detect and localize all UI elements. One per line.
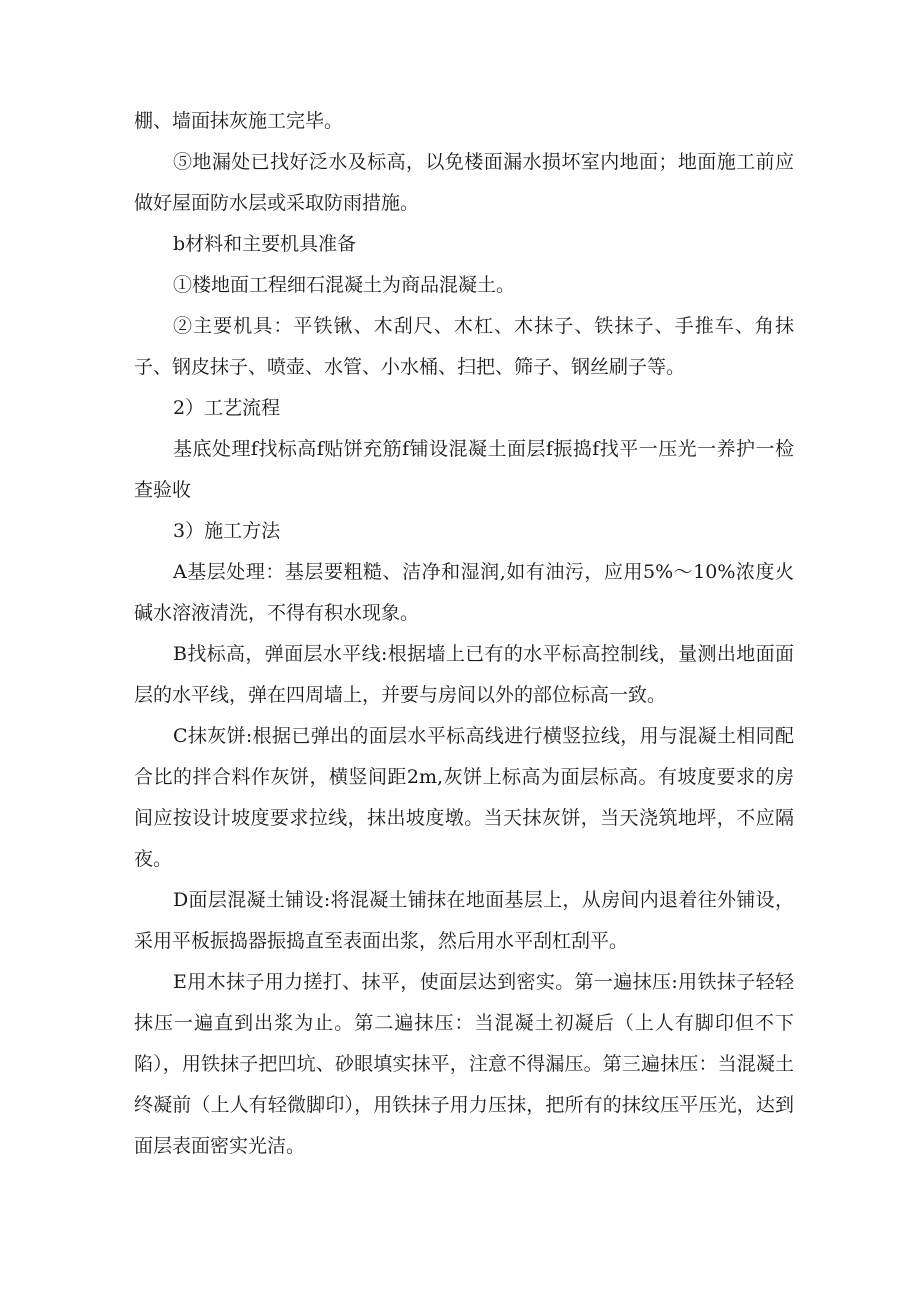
paragraph-3: b材料和主要机具准备 xyxy=(173,233,357,255)
document-body xyxy=(134,101,794,1167)
paragraph-4: ①楼地面工程细石混凝土为商品混凝土。 xyxy=(173,274,516,296)
paragraph-13: E用木抹子用力搓打、抹平，使面层达到密实。第一遍抹压:用铁抹子轻轻抹压一遍直到出浆为止。第二遍抹压：当混凝土初凝后（上人有脚印但不下陷），用铁抹子把凹坑、砂眼填实抹平，注意不得漏压。第三遍抹压：当混凝土终凝前（上人有轻微脚印），用铁抹子用力压抹，把所有的抹纹压平压光，达到面层表面密实光洁。 xyxy=(134,971,794,1157)
paragraph-2: ⑤地漏处已找好泛水及标高，以免楼面漏水损坏室内地面；地面施工前应做好屋面防水层或采取防雨措施。 xyxy=(134,151,794,214)
paragraph-8: 3）施工方法 xyxy=(173,520,281,542)
paragraph-6: 2）工艺流程 xyxy=(173,397,281,419)
paragraph-1: 棚、墙面抹灰施工完毕。 xyxy=(134,110,344,132)
paragraph-9: A基层处理：基层要粗糙、洁净和湿润,如有油污，应用5%～10%浓度火碱水溶液清洗，不得有积水现象。 xyxy=(134,561,794,624)
paragraph-10: B找标高，弹面层水平线:根据墙上已有的水平标高控制线，量测出地面面层的水平线，弹在四周墙上，并要与房间以外的部位标高一致。 xyxy=(134,643,794,706)
paragraph-12: D面层混凝土铺设:将混凝土铺抹在地面基层上，从房间内退着往外铺设，采用平板振捣器振捣直至表面出浆，然后用水平刮杠刮平。 xyxy=(134,889,794,952)
paragraph-5: ②主要机具：平铁锹、木刮尺、木杠、木抹子、铁抹子、手推车、角抹子、钢皮抹子、喷壶、水管、小水桶、扫把、筛子、钢丝刷子等。 xyxy=(134,315,794,378)
paragraph-11: C抹灰饼:根据已弹出的面层水平标高线进行横竖拉线，用与混凝土相同配合比的拌合料作灰饼，横竖间距2m,灰饼上标高为面层标高。有坡度要求的房间应按设计坡度要求拉线，抹出坡度墩。当天抹灰饼，当天浇筑地坪，不应隔夜。 xyxy=(134,725,794,870)
paragraph-7: 基底处理f找标高f贴饼充筋f铺设混凝土面层f振捣f找平一压光一养护一检查验收 xyxy=(134,438,794,501)
